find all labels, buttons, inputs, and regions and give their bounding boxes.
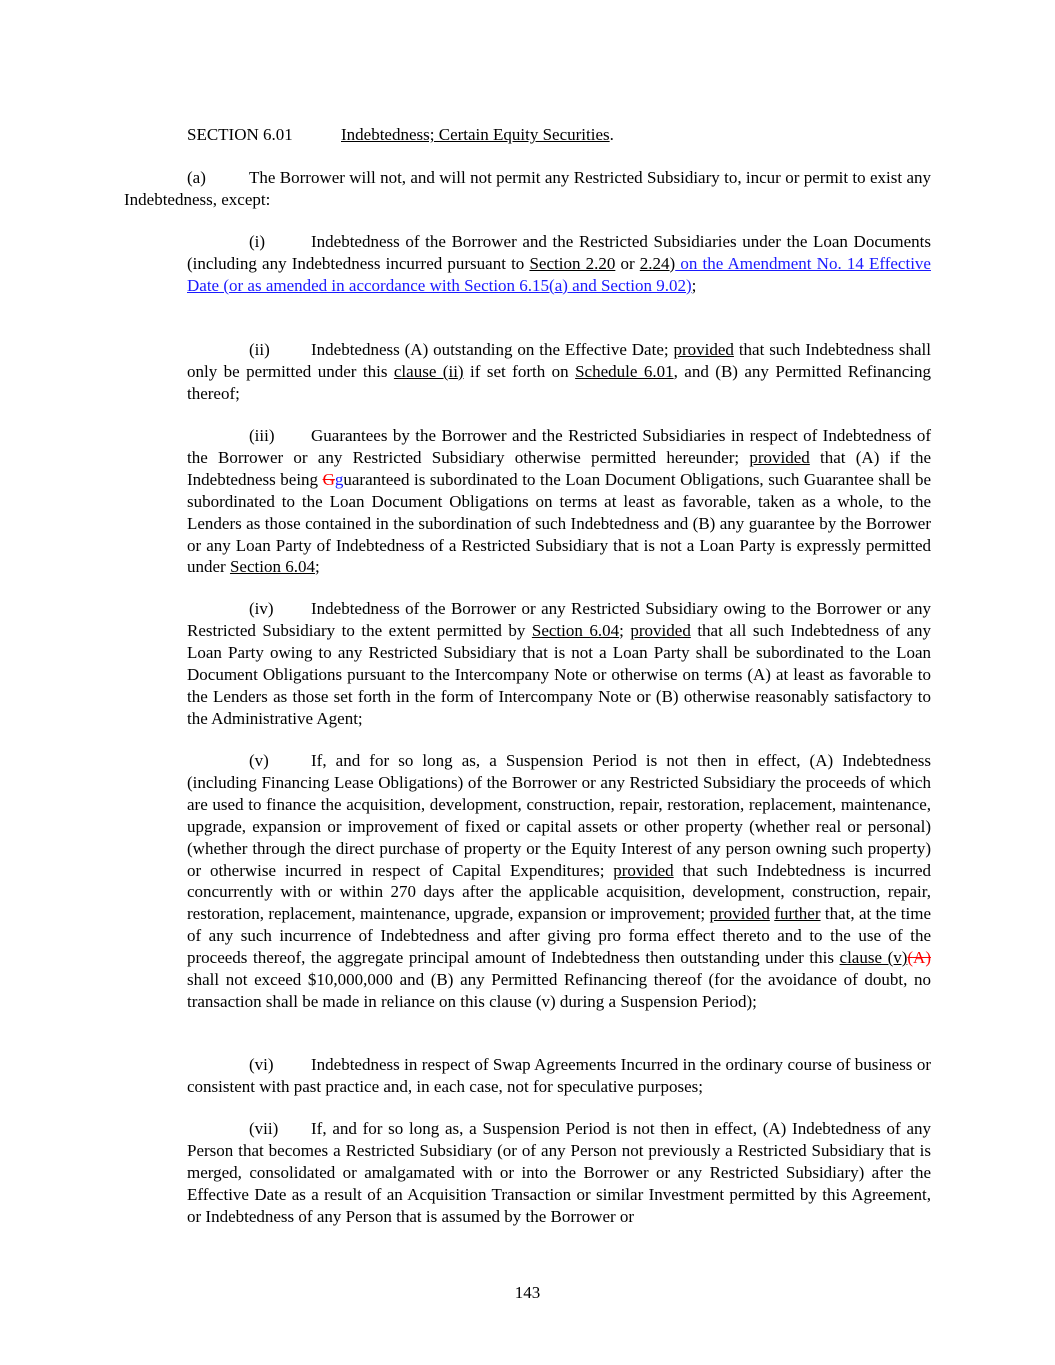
provided-term: provided <box>673 340 734 359</box>
clause-iv <box>187 598 931 729</box>
clause-iii <box>187 425 931 578</box>
clause-vii-text: If, and for so long as, a Suspension Period is not then in effect, (A) Indebtedness of any Person that becomes a Restricted Subsidiary (or of any Person not previously a Restricted Subsidiary that is merged, consolidated or amalgamated with or into the Borrower or any Restricted Subsidiary) after the Effective Date as a result of an Acquisition Transaction or similar Investment permitted by this Agreement, or Indebtedness of any Person that is assumed by the Borrower or <box>187 1119 931 1226</box>
clause-i-text: ) <box>669 253 676 273</box>
section-6-04-ref: Section 6.04 <box>531 620 620 640</box>
clause-ii-text: that such Indebtedness shall only be permitted under this <box>187 340 931 381</box>
clause-vii <box>187 1118 931 1228</box>
clause-ii-marker: (ii) <box>249 340 270 359</box>
clause-iii-text: that (A) if the Indebtedness being <box>187 447 932 489</box>
clause-v <box>187 750 931 1013</box>
clause-vi <box>187 1054 931 1098</box>
clause-v-ref: clause (v) <box>839 948 908 968</box>
paragraph-a-text: The Borrower will not, and will not permit any Restricted Subsidiary to, incur or permit to exist any Indebtedness, except: <box>124 168 931 209</box>
clause-v-text: that, at the time of any such incurrence of Indebtedness and after giving pro forma effect thereto and to the use of the proceeds thereof, the aggregate principal amount of Indebtedness then outstanding under this <box>187 904 931 968</box>
clause-iii-text: uaranteed is subordinated to the Loan Document Obligations, such Guarantee shall be subordinated to the Loan Document Obligations on terms at least as favorable, taken as a whole, to the Lenders as those contained in the subordination of such Indebtedness and (B) any guarantee by the Borrower or any Loan Party of Indebtedness of a Restricted Subsidiary that is not a Loan Party is expressly permitted under <box>187 469 931 577</box>
clause-iv-text: ; <box>619 620 631 640</box>
provided-term: provided <box>709 904 770 924</box>
section-title-period: . <box>609 125 614 144</box>
clause-vi-marker: (vi) <box>249 1055 274 1074</box>
section-number: SECTION 6.01 <box>187 125 293 144</box>
clause-vi-text: Indebtedness in respect of Swap Agreements Incurred in the ordinary course of business or consistent with past practice and, in each case, not for speculative purposes; <box>187 1055 931 1096</box>
section-2-20-ref: Section 2.20 <box>529 253 616 273</box>
section-2-24-ref: 2.24 <box>639 253 670 273</box>
paragraph-a <box>124 167 931 211</box>
section-heading <box>187 124 614 146</box>
provided-term: provided <box>630 620 691 640</box>
clause-ii-text: if set forth on <box>463 361 576 381</box>
page-number: 143 <box>514 1283 541 1302</box>
clause-i-marker: (i) <box>249 232 266 251</box>
clause-v-text: If, and for so long as, a Suspension Period is not then in effect, (A) Indebtedness (including Financing Lease Obligations) of the Borrower or any Restricted Subsidiary the proceeds of which are used to finance the acquisition, development, construction, repair, restoration, replacement, maintenance, upgrade, expansion or improvement of fixed or capital assets or other property (whether real or personal) (whether through the direct purchase of property or the Equity Interest of any person owning such property) or otherwise incurred in respect of Capital Expenditures; <box>187 751 931 880</box>
clause-v-text: shall not exceed $10,000,000 and (B) any Permitted Refinancing thereof (for the avoidance of doubt, no transaction shall be made in reliance on this clause (v) during a Suspension Period); <box>187 970 931 1011</box>
section-title: Indebtedness; Certain Equity Securities <box>341 125 610 144</box>
inserted-text: g <box>334 469 344 489</box>
clause-vii-marker: (vii) <box>249 1119 279 1138</box>
clause-v-text: that such Indebtedness is incurred concurrently with or within 270 days after the applicable acquisition, development, construction, repair, restoration, replacement, maintenance, upgrade, expansion or improvement; <box>187 860 931 924</box>
clause-v-marker: (v) <box>249 751 269 770</box>
clause-ii <box>187 339 931 405</box>
schedule-6-01-ref: Schedule 6.01 <box>575 361 674 381</box>
provided-term: provided <box>749 447 810 467</box>
clause-iii-text: ; <box>314 557 320 577</box>
clause-ii-text: Indebtedness (A) outstanding on the Effective Date; <box>311 340 674 359</box>
section-6-04-ref: Section 6.04 <box>229 557 315 577</box>
clause-iii-text: Guarantees by the Borrower and the Restricted Subsidiaries in respect of Indebtedness of the Borrower or any Restricted Subsidiary otherwise permitted hereunder; <box>187 426 931 467</box>
further-term: further <box>774 904 821 924</box>
clause-i <box>187 231 931 297</box>
clause-iv-text: that all such Indebtedness of any Loan Party owing to any Restricted Subsidiary that is not a Loan Party shall be subordinated to the Loan Document Obligations pursuant to the Intercompany Note or otherwise on terms (A) at least as favorable to the Lenders as those set forth in the form of Intercompany Note or (B) otherwise reasonably satisfactory to the Administrative Agent; <box>187 620 931 728</box>
provided-term: provided <box>613 860 674 880</box>
clause-i-text: ; <box>691 275 697 295</box>
clause-ii-ref: clause (ii) <box>393 361 464 381</box>
clause-iv-text: Indebtedness of the Borrower or any Restricted Subsidiary owing to the Borrower or any Restricted Subsidiary to the extent permitted by <box>187 599 931 640</box>
clause-i-text: Indebtedness of the Borrower and the Restricted Subsidiaries under the Loan Documents (including any Indebtedness incurred pursuant to <box>187 232 931 273</box>
clause-ii-text: , and (B) any Permitted Refinancing thereof; <box>187 361 931 403</box>
clause-iv-marker: (iv) <box>249 599 274 618</box>
clause-i-text: or <box>615 253 640 273</box>
clause-iii-marker: (iii) <box>249 426 275 445</box>
deleted-text: G <box>322 469 335 489</box>
deleted-text: (A) <box>907 948 931 968</box>
paragraph-a-marker: (a) <box>187 168 206 187</box>
inserted-text: on the Amendment No. 14 Effective Date (or as amended in accordance with Section 6.15(a) and Section 9.02) <box>187 253 931 295</box>
